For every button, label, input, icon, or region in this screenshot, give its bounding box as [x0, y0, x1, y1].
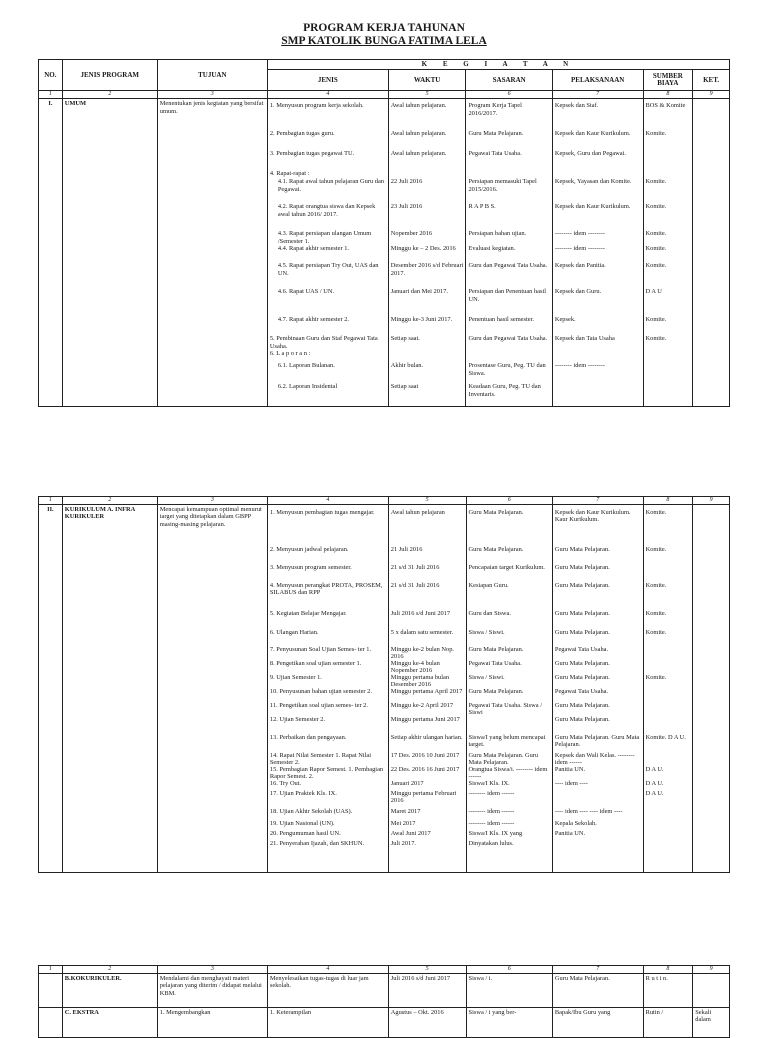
- sasaran-entry: Guru dan Siswa.: [468, 610, 511, 618]
- jenis-entry: 4.4. Rapat akhir semester 1.: [277, 245, 350, 253]
- pelaksanaan-entry: Pegawai Tata Usaha.: [554, 646, 609, 654]
- header-jenis-program: JENIS PROGRAM: [62, 60, 157, 91]
- jenis-entry: 4.6. Rapat UAS / UN.: [277, 288, 335, 296]
- col-num: 4: [267, 966, 388, 974]
- waktu-entry: Minggu ke – 2 Des. 2016: [390, 245, 456, 253]
- ekstra-tujuan: 1. Mengembangkan: [157, 1008, 267, 1038]
- waktu-entry: Setiap akhir ulangan harian.: [390, 734, 463, 742]
- kokurikuler-waktu: Juli 2016 s/d Juni 2017: [388, 974, 466, 1008]
- header-sasaran: SASARAN: [466, 70, 552, 91]
- header-sumber-biaya: SUMBER BIAYA: [643, 70, 693, 91]
- pelaksanaan-entry: Panitia UN.: [554, 766, 586, 774]
- waktu-entry: Setiap saat: [390, 383, 419, 391]
- section-number: I.: [39, 99, 63, 407]
- col-num: 6: [466, 497, 552, 505]
- jenis-entry: 4.7. Rapat akhir semester 2.: [277, 316, 350, 324]
- document-title: PROGRAM KERJA TAHUNAN: [303, 22, 465, 34]
- waktu-entry: Januari dan Mei 2017.: [390, 288, 448, 296]
- waktu-entry: Minggu pertama Juni 2017: [390, 716, 460, 724]
- header-tujuan: TUJUAN: [157, 60, 267, 91]
- sasaran-entry: Guru Mata Pelajaran.: [468, 688, 524, 696]
- jenis-entry: 15. Pembagian Rapor Semest. 1. Pembagian Rapor Semest. 2.: [269, 766, 384, 781]
- sumber-entry: Komite.: [645, 203, 667, 211]
- sasaran-entry: Guru Mata Pelajaran.: [468, 130, 524, 138]
- col-num: 1: [39, 91, 63, 99]
- sasaran-entry: Persiapan dan Penentuan hasil UN.: [468, 288, 547, 303]
- col-num: 6: [466, 966, 552, 974]
- waktu-entry: 23 Juli 2016: [390, 203, 423, 211]
- column-number-row: [39, 497, 730, 505]
- column-number-row: [39, 91, 730, 99]
- pelaksanaan-entry: Kepsek, Guru dan Pegawai.: [554, 150, 627, 158]
- jenis-entry: 6. Ulangan Harian.: [269, 629, 319, 637]
- waktu-entry: Maret 2017: [390, 808, 421, 816]
- waktu-entry: Minggu ke-2 bulan Nop. 2016: [390, 646, 454, 661]
- pelaksanaan-entry: Kepsek dan Wali Kelas. -------- idem ------: [554, 752, 635, 767]
- jenis-entry: 1. Menyusun program kerja sekolah.: [269, 102, 364, 110]
- header-no: NO.: [39, 60, 63, 91]
- jenis-entry: 5. Kegiatan Belajar Mengajar.: [269, 610, 347, 618]
- sasaran-entry: Siswa / Siswi.: [468, 629, 505, 637]
- sasaran-entry: Program Kerja Tapel 2016/2017.: [468, 102, 522, 117]
- section-number: [39, 1008, 63, 1038]
- pelaksanaan-entry: Kepsek, Yayasan dan Komite.: [554, 178, 632, 186]
- sasaran-entry: Guru dan Pegawai Tata Usaha.: [468, 335, 548, 343]
- sasaran-entry: Persiapan bahan ujian.: [468, 230, 527, 238]
- pelaksanaan-entry: Kepala Sekolah.: [554, 820, 597, 828]
- sasaran-entry: Guru Mata Pelajaran.: [468, 646, 524, 654]
- sasaran-entry: R A P B S.: [468, 203, 496, 211]
- jenis-entry: 19. Ujian Nasional (UN).: [269, 820, 335, 828]
- col-num: 7: [552, 497, 643, 505]
- kokurikuler-sasaran: Siswa / i.: [466, 974, 552, 1008]
- sasaran-entry: Pencapaian target Kurikulum.: [468, 564, 545, 572]
- sumber-entry: Komite.: [645, 316, 667, 324]
- sasaran-entry: Pegawai Tata Usaha.: [468, 660, 522, 668]
- col-num: 9: [693, 966, 730, 974]
- waktu-entry: 22 Des. 2016 16 Juni 2017: [390, 766, 460, 774]
- jenis-entry: 18. Ujian Akhir Sekolah (UAS).: [269, 808, 353, 816]
- waktu-entry: Juli 2016 s/d Juni 2017: [390, 610, 451, 618]
- jenis-entry: 4.3. Rapat persiapan ulangan Umum /Semester 1.: [277, 230, 372, 245]
- jenis-entry: 7. Penyusunan Soal Ujian Semes- ter 1.: [269, 646, 372, 654]
- sasaran-entry: Evaluasi kegiatan.: [468, 245, 516, 253]
- section-tujuan: Mencapai kemampuan optimal menurut target yang ditetapkan dalam GBPP masing-masing pelajaran.: [157, 505, 267, 873]
- header-jenis: JENIS: [267, 70, 388, 91]
- jenis-entry: 4. Menyusun perangkat PROTA, PROSEM, SILABUS dan RPP: [269, 582, 383, 597]
- waktu-entry: Setiap saat.: [390, 335, 420, 343]
- ekstra-pelaksanaan: Bapak/Ibu Guru yang: [552, 1008, 643, 1038]
- sasaran-entry: -------- idem ------: [468, 820, 515, 828]
- sasaran-entry: Dinyatakan lulus.: [468, 840, 514, 848]
- col-num: 5: [388, 966, 466, 974]
- sasaran-entry: Keadaan Guru, Peg. TU dan Inventaris.: [468, 383, 541, 398]
- kokurikuler-tujuan: Mendalami dan menghayati materi pelajaran yang diterim / didapat melalui KBM.: [157, 974, 267, 1008]
- program-table-page2: [38, 496, 730, 873]
- sasaran-entry: Siswa / Siswi.: [468, 674, 505, 682]
- col-num: 3: [157, 966, 267, 974]
- jenis-entry: 4. Rapat-rapat :: [269, 170, 310, 178]
- ket-cell: [693, 505, 730, 873]
- pelaksanaan-entry: Guru Mata Pelajaran.: [554, 546, 610, 554]
- pelaksanaan-entry: Guru Mata Pelajaran. Guru Mata Pelajaran.: [554, 734, 640, 749]
- ekstra-sumber: Rutin /: [643, 1008, 693, 1038]
- waktu-entry: Awal tahun pelajaran: [390, 509, 445, 517]
- waktu-entry: Minggu ke-3 Juni 2017.: [390, 316, 453, 324]
- jenis-entry: 9. Ujian Semester 1.: [269, 674, 322, 682]
- pelaksanaan-entry: -------- idem --------: [554, 230, 605, 238]
- sumber-entry: Komite.: [645, 582, 667, 590]
- col-num: 8: [643, 91, 693, 99]
- jenis-entry: 14. Rapat Nilai Semester 1. Rapat Nilai Semester 2.: [269, 752, 372, 767]
- pelaksanaan-entry: Kepsek dan Staf.: [554, 102, 599, 110]
- waktu-entry: Mei 2017: [390, 820, 416, 828]
- ekstra-jenis: 1. Keterampilan: [267, 1008, 388, 1038]
- waktu-entry: Juli 2017.: [390, 840, 417, 848]
- jenis-entry: 4.1. Rapat awal tahun pelajaran Guru dan Pegawai.: [277, 178, 384, 193]
- col-num: 4: [267, 91, 388, 99]
- pelaksanaan-entry: Kepsek.: [554, 316, 576, 324]
- jenis-entry: 2. Pembagian tugas guru.: [269, 130, 335, 138]
- column-number-row: [39, 966, 730, 974]
- waktu-entry: Minggu pertama bulan Desember 2016: [390, 674, 450, 689]
- jenis-entry: 20. Pengumuman hasil UN.: [269, 830, 341, 838]
- sumber-entry: Komite.: [645, 610, 667, 618]
- sumber-entry: Komite.: [645, 546, 667, 554]
- header-waktu: WAKTU: [388, 70, 466, 91]
- waktu-entry: 21 s/d 31 Juli 2016: [390, 564, 440, 572]
- pelaksanaan-entry: Guru Mata Pelajaran.: [554, 702, 610, 710]
- waktu-entry: 5 x dalam satu semester.: [390, 629, 454, 637]
- waktu-entry: 21 Juli 2016: [390, 546, 423, 554]
- col-num: 5: [388, 91, 466, 99]
- sumber-entry: Komite.: [645, 629, 667, 637]
- waktu-entry: Akhir bulan.: [390, 362, 424, 370]
- pelaksanaan-entry: Guru Mata Pelajaran.: [554, 564, 610, 572]
- waktu-entry: Awal tahun pelajaran.: [390, 130, 447, 138]
- pelaksanaan-entry: Kepsek dan Kaur Kurikulum.: [554, 203, 631, 211]
- sasaran-entry: Guru Mata Pelajaran.: [468, 509, 524, 517]
- sasaran-entry: -------- idem ------: [468, 808, 515, 816]
- col-num: 2: [62, 497, 157, 505]
- jenis-entry: 10. Penyusunan bahan ujian semester 2.: [269, 688, 372, 696]
- ekstra-waktu: Agustus – Okt. 2016: [388, 1008, 466, 1038]
- sumber-entry: Komite.: [645, 230, 667, 238]
- jenis-entry: 6.1. Laporan Bulanan.: [277, 362, 335, 370]
- sasaran-entry: Persiapan memasuki Tapel 2015/2016.: [468, 178, 537, 193]
- header-kegiatan: K E G I A T A N: [267, 60, 729, 70]
- sumber-entry: Komite.: [645, 509, 667, 517]
- sasaran-entry: Guru dan Pegawai Tata Usaha.: [468, 262, 548, 270]
- jenis-entry: 13. Perbaikan dan pengayaan.: [269, 734, 347, 742]
- pelaksanaan-entry: Guru Mata Pelajaran.: [554, 660, 610, 668]
- col-num: 2: [62, 91, 157, 99]
- ekstra-program: C. EKSTRA: [62, 1008, 157, 1038]
- section-number: [39, 974, 63, 1008]
- sasaran-entry: Siswa/I Kls. IX yang: [468, 830, 523, 838]
- waktu-entry: 17 Des. 2016 10 Juni 2017: [390, 752, 460, 760]
- pelaksanaan-entry: Guru Mata Pelajaran.: [554, 716, 610, 724]
- col-num: 7: [552, 966, 643, 974]
- waktu-entry: Januari 2017: [390, 780, 424, 788]
- waktu-entry: Desember 2016 s/d Februari 2017.: [390, 262, 464, 277]
- col-num: 9: [693, 91, 730, 99]
- kokurikuler-program: B.KOKURIKULER.: [62, 974, 157, 1008]
- col-num: 2: [62, 966, 157, 974]
- kokurikuler-pelaksanaan: Guru Mata Pelajaran.: [552, 974, 643, 1008]
- pelaksanaan-entry: Guru Mata Pelajaran.: [554, 610, 610, 618]
- sasaran-entry: Prosentase Guru, Peg. TU dan Siswa.: [468, 362, 546, 377]
- col-num: 5: [388, 497, 466, 505]
- sasaran-entry: Pegawai Tata Usaha. Siswa / Siswi: [468, 702, 542, 717]
- program-table-page3: [38, 965, 730, 1038]
- waktu-entry: Awal tahun pelajaran.: [390, 150, 447, 158]
- col-num: 9: [693, 497, 730, 505]
- col-num: 3: [157, 497, 267, 505]
- ekstra-sasaran: Siswa / i yang ber-: [466, 1008, 552, 1038]
- school-name: SMP KATOLIK BUNGA FATIMA LELA: [281, 35, 487, 47]
- jenis-entry: 6.2. Laporan Insidental: [277, 383, 338, 391]
- pelaksanaan-entry: Kepsek dan Tata Usaha: [554, 335, 615, 343]
- waktu-entry: Minggu pertama April 2017: [390, 688, 463, 696]
- waktu-entry: Awal Juni 2017: [390, 830, 431, 838]
- jenis-entry: 6. L a p o r a n :: [269, 350, 311, 358]
- waktu-entry: Minggu ke-2 April 2017: [390, 702, 454, 710]
- pelaksanaan-entry: -------- idem --------: [554, 362, 605, 370]
- sumber-entry: Komite.: [645, 674, 667, 682]
- jenis-entry: 11. Pengetikan soal ujian semes- ter 2.: [269, 702, 368, 710]
- sasaran-entry: Penentuan hasil semester.: [468, 316, 534, 324]
- sumber-entry: Komite.: [645, 178, 667, 186]
- kokurikuler-ket: [693, 974, 730, 1008]
- sumber-entry: Komite.: [645, 130, 667, 138]
- pelaksanaan-entry: Pegawai Tata Usaha.: [554, 688, 609, 696]
- waktu-entry: Minggu ke-4 bulan Nopember 2016: [390, 660, 440, 675]
- waktu-entry: Nopember 2016: [390, 230, 433, 238]
- sumber-entry: Komite. D A U.: [645, 734, 686, 742]
- col-num: 6: [466, 91, 552, 99]
- pelaksanaan-entry: Kepsek dan Kaur Kurikulum.: [554, 130, 631, 138]
- sumber-entry: D A U: [645, 288, 662, 296]
- sasaran-entry: Guru Mata Pelajaran.: [468, 546, 524, 554]
- jenis-entry: 4.2. Rapat orangtua siswa dan Kepsek awal tahun 2016/ 2017.: [277, 203, 376, 218]
- jenis-entry: 21. Penyerahan Ijazah, dan SKHUN.: [269, 840, 365, 848]
- jenis-entry: 3. Menyusun program semester.: [269, 564, 352, 572]
- sumber-entry: Komite.: [645, 262, 667, 270]
- header-ket: KET.: [693, 70, 730, 91]
- header-pelaksanaan: PELAKSANAAN: [552, 70, 643, 91]
- col-num: 8: [643, 966, 693, 974]
- pelaksanaan-entry: Kepsek dan Guru.: [554, 288, 602, 296]
- sumber-entry: D A U.: [645, 790, 664, 798]
- jenis-entry: 4.5. Rapat persiapan Try Out, UAS dan UN.: [277, 262, 379, 277]
- jenis-entry: 1. Menyusun pembagian tugas mengajar.: [269, 509, 375, 517]
- waktu-entry: 22 Juli 2016: [390, 178, 423, 186]
- waktu-entry: 21 s/d 31 Juli 2016: [390, 582, 440, 590]
- ekstra-ket: Sekali dalam: [693, 1008, 730, 1038]
- pelaksanaan-entry: ---- idem ----: [554, 780, 588, 788]
- sasaran-entry: Orangtua Siswa/i. -------- idem ------: [468, 766, 548, 781]
- sumber-entry: Komite.: [645, 335, 667, 343]
- kokurikuler-sumber: R u t i n.: [643, 974, 693, 1008]
- sumber-entry: D A U.: [645, 780, 664, 788]
- sasaran-entry: Guru Mata Pelajaran. Guru Mata Pelajaran.: [468, 752, 539, 767]
- ket-cell: [693, 99, 730, 407]
- section-program: KURIKULUM A. INFRA KURIKULER: [62, 505, 157, 873]
- jenis-entry: 12. Ujian Semester 2.: [269, 716, 326, 724]
- pelaksanaan-entry: Kepsek dan Kaur Kurikulum. Kaur Kurikulum.: [554, 509, 631, 524]
- sumber-entry: D A U.: [645, 766, 664, 774]
- program-table-page1: [38, 59, 730, 407]
- pelaksanaan-entry: ---- idem ---- ---- idem ----: [554, 808, 623, 816]
- section-tujuan: Menentukan jenis kegiatan yang bersifat umum.: [157, 99, 267, 407]
- col-num: 4: [267, 497, 388, 505]
- section-program: UMUM: [62, 99, 157, 407]
- jenis-entry: 3. Pembagian tugas pegawai TU.: [269, 150, 355, 158]
- waktu-entry: Minggu pertama Februari 2016: [390, 790, 457, 805]
- col-num: 1: [39, 966, 63, 974]
- pelaksanaan-entry: Guru Mata Pelajaran.: [554, 582, 610, 590]
- col-num: 8: [643, 497, 693, 505]
- sasaran-entry: Siswa/I yang belum mencapai target.: [468, 734, 546, 749]
- jenis-entry: 8. Pengetikan soal ujian semester 1.: [269, 660, 362, 668]
- pelaksanaan-entry: Panitia UN.: [554, 830, 586, 838]
- pelaksanaan-entry: -------- idem --------: [554, 245, 605, 253]
- pelaksanaan-entry: Guru Mata Pelajaran.: [554, 629, 610, 637]
- section-number: II.: [39, 505, 63, 873]
- jenis-entry: 5. Pembinaan Guru dan Staf Pegawai Tata Usaha.: [269, 335, 378, 350]
- waktu-entry: Awal tahun pelajaran.: [390, 102, 447, 110]
- sasaran-entry: Pegawai Tata Usaha.: [468, 150, 522, 158]
- jenis-entry: 2. Menyusun jadwal pelajaran.: [269, 546, 349, 554]
- jenis-entry: 16. Try Out.: [269, 780, 302, 788]
- sasaran-entry: Kesiapan Guru.: [468, 582, 509, 590]
- sasaran-entry: -------- idem ------: [468, 790, 515, 798]
- sasaran-entry: Siswa/I Kls. IX.: [468, 780, 510, 788]
- col-num: 7: [552, 91, 643, 99]
- kokurikuler-jenis: Menyelesaikan tugas-tugas di luar jam sekolah.: [267, 974, 388, 1008]
- sumber-entry: BOS & Komite: [645, 102, 686, 110]
- pelaksanaan-entry: Guru Mata Pelajaran.: [554, 674, 610, 682]
- col-num: 3: [157, 91, 267, 99]
- jenis-entry: 17. Ujian Praktek Kls. IX.: [269, 790, 337, 798]
- col-num: 1: [39, 497, 63, 505]
- pelaksanaan-entry: Kepsek dan Panitia.: [554, 262, 606, 270]
- sumber-entry: Komite.: [645, 245, 667, 253]
